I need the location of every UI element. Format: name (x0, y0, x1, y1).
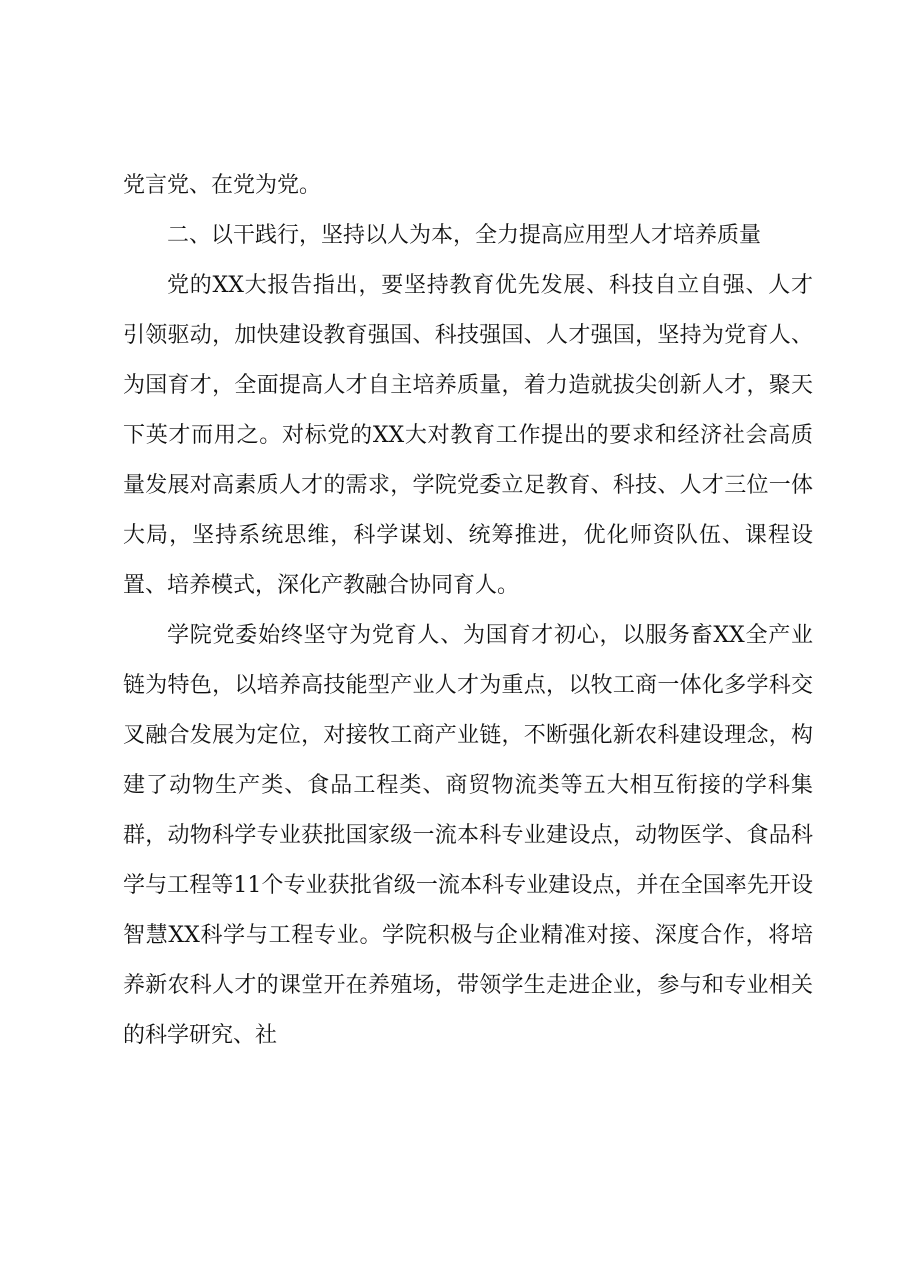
paragraph-continuation: 党言党、在党为党。 (123, 173, 322, 198)
paragraph: 学院党委始终坚守为党育人、为国育才初心，以服务畜XX全产业链为特色，以培养高技能型产业人才为重点，以牧工商一体化多学科交叉融合发展为定位，对接牧工商产业链，不断强化新农科建设理念，构建了动物生产类、食品工程类、商贸物流类等五大相互衔接的学科集群，动物科学专业获批国家级一流本科专业建设点，动物医学、食品科学与工程等11个专业获批省级一流本科专业建设点，并在全国率先开设智慧XX科学与工程专业。学院积极与企业精准对接、深度合作，将培养新农科人才的课堂开在养殖场，带领学生走进企业，参与和专业相关的科学研究、社 (123, 623, 813, 1048)
paragraph: 党的XX大报告指出，要坚持教育优先发展、科技自立自强、人才引领驱动，加快建设教育强国、科技强国、人才强国，坚持为党育人、为国育才，全面提高人才自主培养质量，着力造就拔尖创新人才，聚天下英才而用之。对标党的XX大对教育工作提出的要求和经济社会高质量发展对高素质人才的需求，学院党委立足教育、科技、人才三位一体大局，坚持系统思维，科学谋划、统筹推进，优化师资队伍、课程设置、培养模式，深化产教融合协同育人。 (123, 273, 813, 598)
section-heading: 二、以干践行，坚持以人为本，全力提高应用型人才培养质量 (167, 223, 762, 248)
document-body (123, 161, 813, 1061)
